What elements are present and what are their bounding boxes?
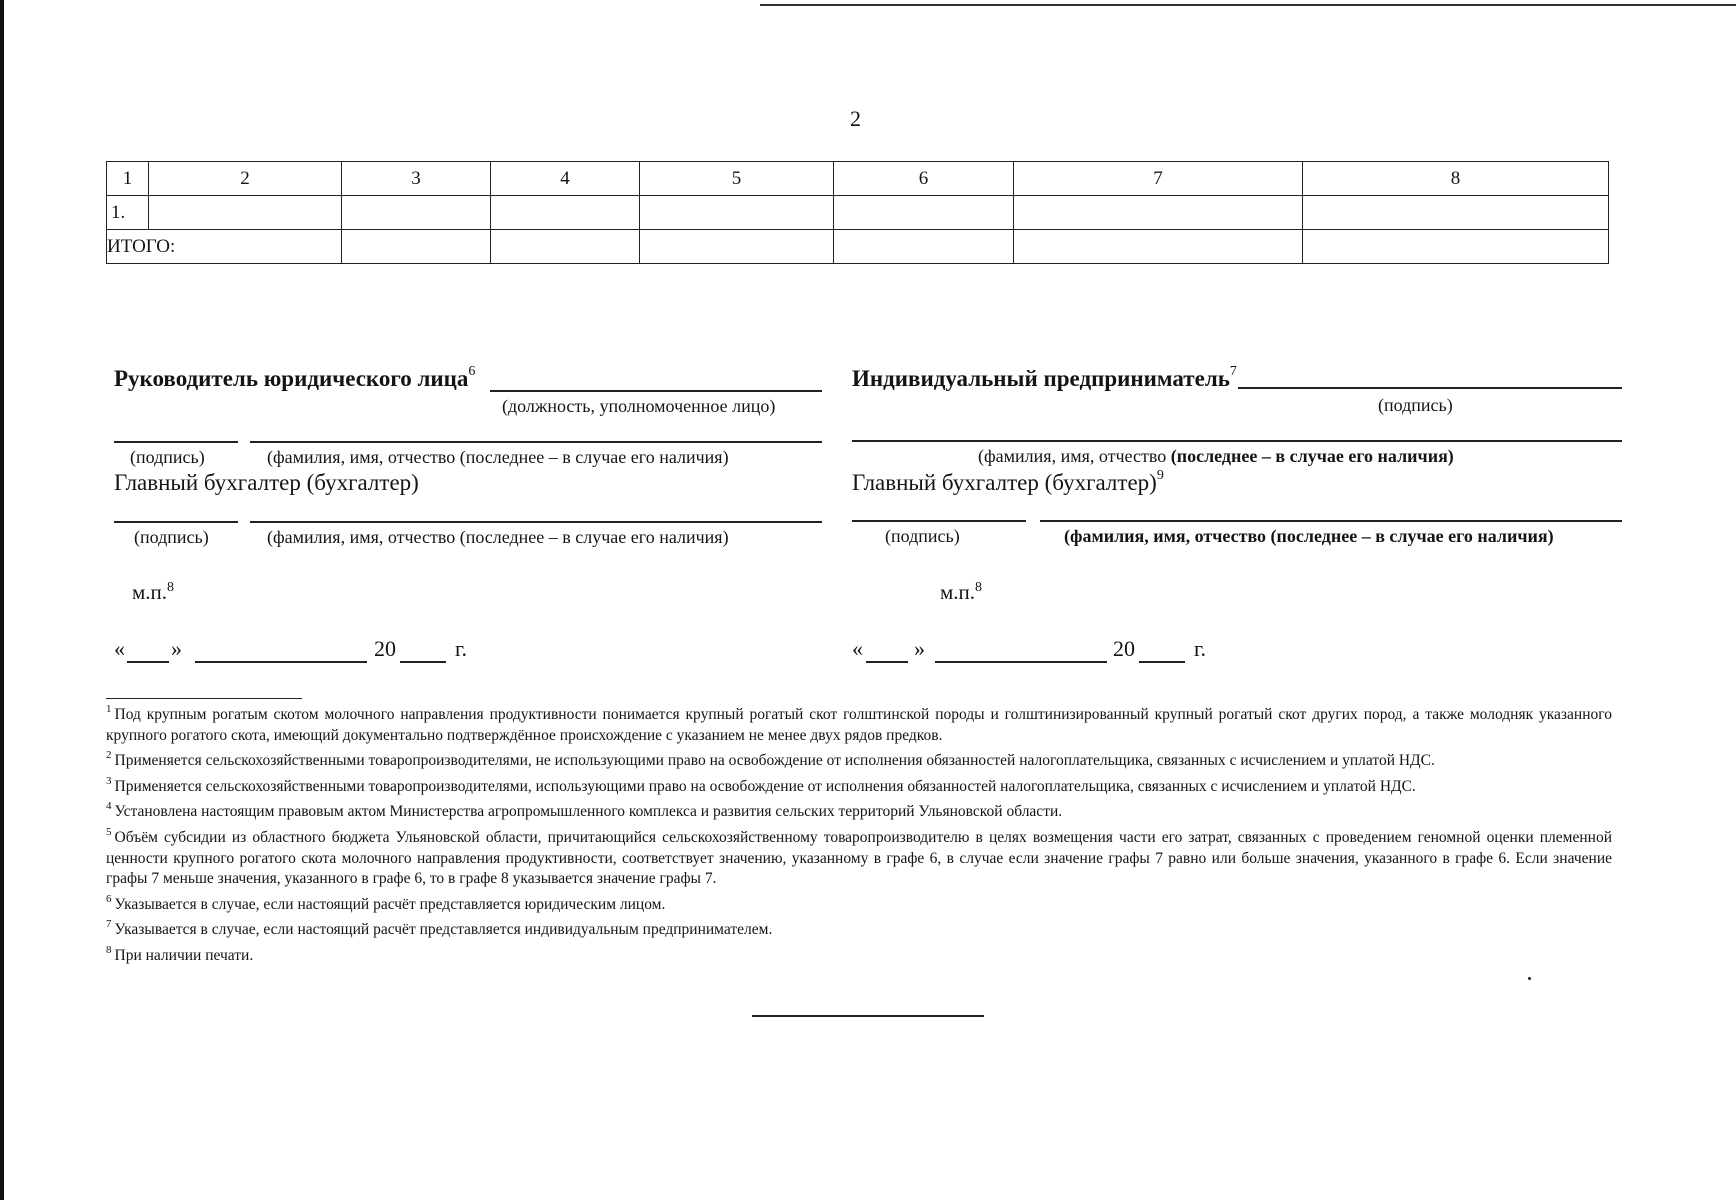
entrepreneur-date-year-suffix: г. [1194, 636, 1207, 661]
entrepreneur-date-year-line[interactable] [1139, 661, 1185, 663]
table-cell [640, 230, 834, 264]
entrepreneur-stamp-place-text: м.п. [940, 580, 976, 604]
footnote-number: 3 [106, 774, 112, 787]
footnote-ref: 9 [1156, 468, 1164, 484]
footnote-number: 2 [106, 749, 112, 762]
entrepreneur-date-year-prefix: 20 [1113, 636, 1135, 661]
footnote-ref: 6 [468, 364, 476, 380]
entrepreneur-accountant-name-line[interactable] [1040, 520, 1622, 522]
table-header-row [107, 162, 1609, 196]
table-cell [1303, 230, 1609, 264]
stamp-place-text: м.п. [132, 580, 168, 604]
table-cell [1303, 196, 1609, 230]
table-cell [491, 196, 640, 230]
table-cell [342, 196, 491, 230]
column-number-5: 5 [640, 162, 834, 196]
entrepreneur-date-day-open-quote: « [852, 636, 863, 661]
footnote-7 [106, 915, 1612, 941]
page-number: 2 [850, 106, 861, 131]
entrepreneur-accountant-name-caption: (фамилия, имя, отчество (последнее – в случае его наличия) [1064, 526, 1554, 546]
date-year-line[interactable] [400, 661, 446, 663]
table-cell [640, 196, 834, 230]
entrepreneur-name-caption-plain: (фамилия, имя, отчество [978, 446, 1171, 466]
footnote-text: Установлена настоящим правовым актом Министерства агропромышленного комплекса и развития сельских территорий Ульяновской области. [114, 803, 1063, 821]
footnote-text: Применяется сельскохозяйственными товаропроизводителями, не использующими право на освобождение от исполнения обязанностей налогоплательщика, связанных с исчислением и уплатой НДС. [114, 752, 1435, 770]
footnote-number: 1 [106, 703, 112, 715]
full-name-caption: (фамилия, имя, отчество (последнее – в случае его наличия) [267, 447, 729, 467]
entrepreneur-accountant-title [852, 470, 1164, 496]
accountant-signature-caption: (подпись) [134, 527, 209, 547]
table-row [107, 196, 1609, 230]
column-number-2: 2 [149, 162, 342, 196]
footnote-5 [106, 823, 1612, 890]
signature-line[interactable] [114, 441, 238, 443]
footnote-8 [106, 941, 1612, 967]
table-cell [491, 230, 640, 264]
scan-left-edge [0, 0, 4, 1200]
chief-accountant-title: Главный бухгалтер (бухгалтер) [114, 470, 419, 495]
column-number-8: 8 [1303, 162, 1609, 196]
entrepreneur-date-month-line[interactable] [935, 661, 1107, 663]
footnote-ref: 8 [167, 580, 175, 595]
date-year-suffix: г. [455, 636, 468, 661]
table-cell [834, 196, 1014, 230]
signature-caption: (подпись) [130, 447, 205, 467]
footnote-1 [106, 700, 1612, 746]
table-cell [149, 196, 342, 230]
scan-top-rule [760, 4, 1736, 6]
table-cell [342, 230, 491, 264]
date-day-open-quote: « [114, 636, 125, 661]
footnote-number: 8 [106, 944, 112, 957]
entrepreneur-name-caption-bold: (последнее – в случае его наличия) [1170, 446, 1454, 466]
row-number: 1. [107, 196, 149, 230]
scan-speck [1528, 977, 1531, 980]
accountant-signature-line[interactable] [114, 521, 238, 523]
entrepreneur-title [852, 366, 1237, 392]
date-year-prefix: 20 [374, 636, 396, 661]
accountant-name-caption: (фамилия, имя, отчество (последнее – в случае его наличия) [267, 527, 729, 547]
accountant-name-line[interactable] [250, 521, 822, 523]
footnote-2 [106, 746, 1612, 772]
entrepreneur-name-caption [978, 446, 1454, 467]
entrepreneur-accountant-signature-line[interactable] [852, 520, 1026, 522]
date-month-line[interactable] [195, 661, 367, 663]
table-cell [834, 230, 1014, 264]
footnote-4 [106, 797, 1612, 823]
column-number-6: 6 [834, 162, 1014, 196]
entrepreneur-signature-caption: (подпись) [1378, 395, 1453, 415]
position-line[interactable] [490, 390, 822, 392]
footnote-number: 4 [106, 800, 112, 813]
entrepreneur-stamp-place [940, 580, 982, 605]
entrepreneur-signature-line[interactable] [1238, 387, 1622, 389]
column-number-1: 1 [107, 162, 149, 196]
column-number-4: 4 [491, 162, 640, 196]
entrepreneur-name-line[interactable] [852, 440, 1622, 442]
footnote-text: Под крупным рогатым скотом молочного направления продуктивности понимается крупный рогатый скот голштинской породы и голштинизированный крупный рогатый скот других пород, а также молодняк указанного крупного рогатого скота, имеющий документально подтверждённое происхождение с указанием не менее двух рядов предков. [106, 706, 1612, 744]
footnote-text: Указывается в случае, если настоящий расчёт представляется юридическим лицом. [114, 895, 666, 913]
entrepreneur-date-day-line[interactable] [866, 661, 908, 663]
footnote-number: 7 [106, 918, 112, 931]
stamp-place [132, 580, 174, 605]
footnote-6 [106, 890, 1612, 916]
footnote-3 [106, 772, 1612, 798]
date-day-close-quote: » [171, 636, 182, 661]
date-day-line[interactable] [127, 661, 169, 663]
column-number-7: 7 [1014, 162, 1303, 196]
footnote-text: При наличии печати. [114, 947, 254, 965]
full-name-line[interactable] [250, 441, 822, 443]
footnote-text: Указывается в случае, если настоящий расчёт представляется индивидуальным предпринимателем. [114, 921, 773, 939]
footnote-ref: 8 [975, 580, 983, 595]
entrepreneur-accountant-signature-caption: (подпись) [885, 526, 960, 546]
footnote-number: 6 [106, 892, 112, 905]
total-label: ИТОГО: [107, 230, 342, 264]
table-total-row [107, 230, 1609, 264]
footnote-number: 5 [106, 826, 112, 839]
entrepreneur-accountant-title-text: Главный бухгалтер (бухгалтер) [852, 470, 1157, 495]
footnote-separator [106, 698, 302, 699]
position-caption: (должность, уполномоченное лицо) [502, 396, 776, 416]
column-number-3: 3 [342, 162, 491, 196]
entrepreneur-date-day-close-quote: » [914, 636, 925, 661]
footnotes [106, 700, 1612, 967]
footnote-text: Объём субсидии из областного бюджета Ульяновской области, причитающийся сельскохозяйственному товаропроизводителю в целях возмещения части его затрат, связанных с проведением геномной оценки племенной ценности крупного рогатого скота молочного направления продуктивности, соответствует значению, указанному в графе 6, в случае если значение графы 7 равно или больше значения, указанного в графе 6. Если значение графы 7 меньше значения, указанного в графе 6, то в графе 8 указывается значение графы 7. [106, 829, 1612, 888]
table-cell [1014, 196, 1303, 230]
footnote-text: Применяется сельскохозяйственными товаропроизводителями, использующими право на освобождение от исполнения обязанностей налогоплательщика, связанных с исчислением и уплатой НДС. [114, 777, 1416, 795]
legal-entity-head-title [114, 366, 475, 392]
footnote-ref: 7 [1229, 364, 1237, 380]
entrepreneur-title-text: Индивидуальный предприниматель [852, 366, 1230, 391]
legal-entity-head-title-text: Руководитель юридического лица [114, 366, 469, 391]
calculation-table [106, 161, 1609, 264]
table-cell [1014, 230, 1303, 264]
end-of-document-rule [752, 1015, 984, 1017]
